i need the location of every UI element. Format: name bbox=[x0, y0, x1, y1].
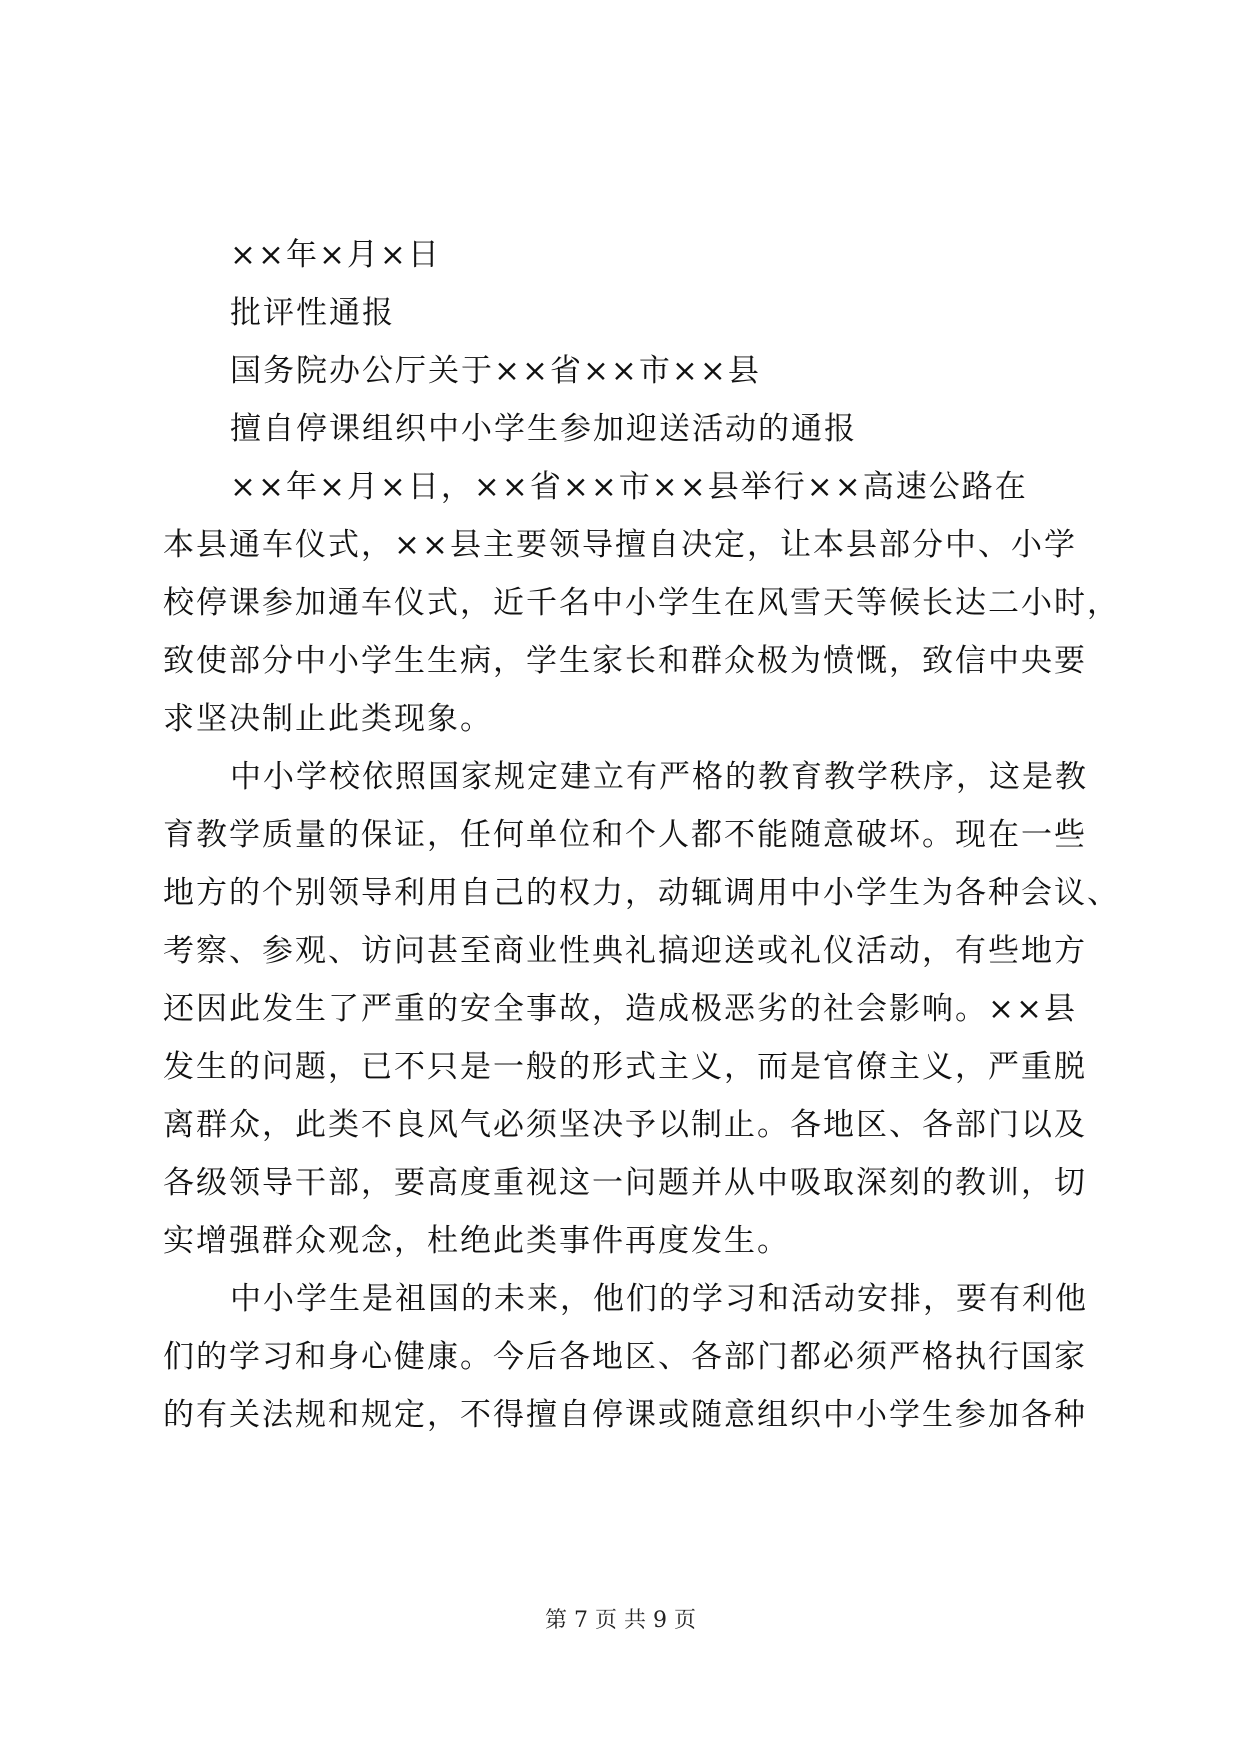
paragraph-line: 发生的问题，已不只是一般的形式主义，而是官僚主义，严重脱 bbox=[163, 1049, 1087, 1085]
paragraph bbox=[163, 458, 1120, 748]
paragraph bbox=[163, 748, 1120, 1270]
document-paragraphs bbox=[163, 458, 1120, 1444]
document-title-line-1: 国务院办公厅关于××省××市××县 bbox=[230, 353, 761, 389]
paragraph-line: ××年×月×日，××省××市××县举行××高速公路在 bbox=[230, 469, 1028, 505]
paragraph-line: 地方的个别领导利用自己的权力，动辄调用中小学生为各种会议、 bbox=[163, 875, 1120, 911]
paragraph-line: 求坚决制止此类现象。 bbox=[163, 701, 493, 737]
document-body bbox=[163, 226, 1120, 1444]
paragraph-line: 本县通车仪式，××县主要领导擅自决定，让本县部分中、小学 bbox=[163, 527, 1077, 563]
paragraph-line: 离群众，此类不良风气必须坚决予以制止。各地区、各部门以及 bbox=[163, 1107, 1087, 1143]
paragraph-line: 育教学质量的保证，任何单位和个人都不能随意破坏。现在一些 bbox=[163, 817, 1087, 853]
paragraph-line: 还因此发生了严重的安全事故，造成极恶劣的社会影响。××县 bbox=[163, 991, 1077, 1027]
document-title-line-2: 擅自停课组织中小学生参加迎送活动的通报 bbox=[230, 411, 857, 447]
document-category: 批评性通报 bbox=[230, 295, 395, 331]
paragraph-line: 实增强群众观念，杜绝此类事件再度发生。 bbox=[163, 1223, 790, 1259]
paragraph-line: 的有关法规和规定，不得擅自停课或随意组织中小学生参加各种 bbox=[163, 1397, 1087, 1433]
document-date: ××年×月×日 bbox=[230, 237, 441, 273]
paragraph-line: 们的学习和身心健康。今后各地区、各部门都必须严格执行国家 bbox=[163, 1339, 1087, 1375]
paragraph-line: 中小学生是祖国的未来，他们的学习和活动安排，要有利他 bbox=[230, 1281, 1088, 1317]
paragraph-line: 校停课参加通车仪式，近千名中小学生在风雪天等候长达二小时， bbox=[163, 585, 1120, 621]
paragraph-line: 各级领导干部，要高度重视这一问题并从中吸取深刻的教训，切 bbox=[163, 1165, 1087, 1201]
paragraph-line: 致使部分中小学生生病，学生家长和群众极为愤慨，致信中央要 bbox=[163, 643, 1087, 679]
paragraph-line: 中小学校依照国家规定建立有严格的教育教学秩序，这是教 bbox=[230, 759, 1088, 795]
paragraph-line: 考察、参观、访问甚至商业性典礼搞迎送或礼仪活动，有些地方 bbox=[163, 933, 1087, 969]
paragraph bbox=[163, 1270, 1088, 1444]
page-footer: 第 7 页 共 9 页 bbox=[545, 1608, 696, 1633]
